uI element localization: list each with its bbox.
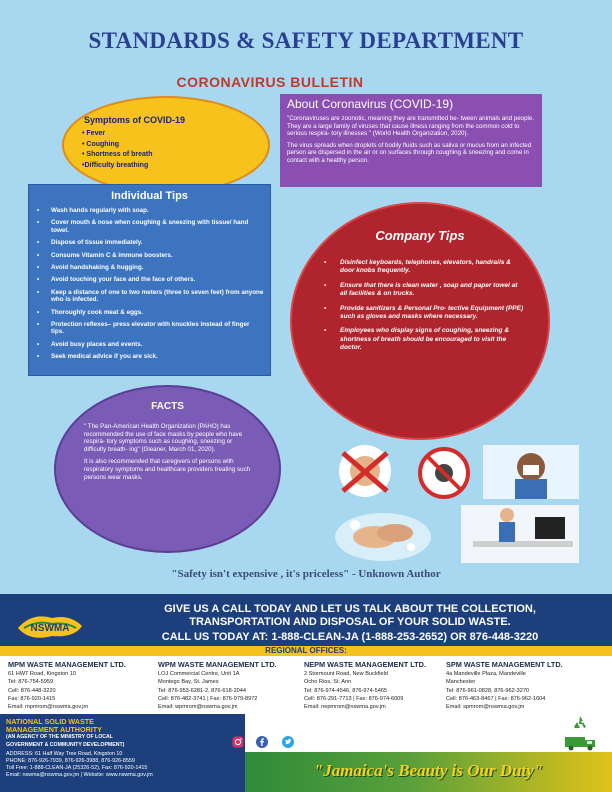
individual-tip-item: • Wash hands regularly with soap. (37, 207, 264, 214)
individual-tip-item: • Protection reflexes– press elevator with knuckles instead of finger tips. (37, 321, 264, 336)
nswma-address: ADDRESS: 61 Half Way Tree Road, Kingston 10 (6, 750, 123, 757)
individual-tips-heading: Individual Tips (111, 190, 188, 202)
about-heading: About Coronavirus (COVID-19) (287, 97, 454, 111)
symptom-item: •Difficulty breathing (82, 161, 149, 169)
office-line: 61 HWT Road, Kingston 10 (8, 671, 76, 677)
regional-offices-label: REGIONAL OFFICES: (265, 646, 347, 655)
office-line: Cell: 876-463-8467 | Fax: 876-962-1604 (446, 695, 546, 702)
individual-tip-item: • Thoroughly cook meat & eggs. (37, 309, 264, 316)
nswma-agency: GOVERNMENT & COMMUNITY DEVELOPMENT) (6, 742, 125, 749)
office-nepm (304, 660, 426, 711)
footer-slogan-area (245, 714, 612, 792)
regional-offices-bar (0, 646, 612, 656)
office-line: Cell: 876-482-3741 | Fax: 876-979-8972 (158, 695, 258, 702)
office-line: Tel: 876-974-4546, 876-974-5465 (304, 687, 388, 694)
office-line: Manchester (446, 679, 476, 686)
no-touching-face-illustration (339, 445, 391, 497)
office-line: Fax: 876-920-1415 (8, 695, 56, 702)
nswma-logo-icon (14, 606, 86, 646)
symptom-item: • Coughing (82, 140, 120, 148)
office-disinfecting-illustration (461, 505, 579, 563)
about-paragraph: The virus spreads when droplets of bodily fluids such as saliva or mucus from an infected person are dispersed in the air or on surfaces through coughing & sneezing and come in contact with a healthy person. (287, 141, 532, 164)
nswma-agency: (AN AGENCY OF THE MINISTRY OF LOCAL (6, 734, 113, 740)
twitter-icon[interactable] (282, 736, 294, 748)
office-line: Tel: 876-953-6281-2, 876-618-2044 (158, 687, 247, 694)
office-line: Montego Bay, St. James (158, 679, 219, 686)
office-email: Email: nepmrom@nswma.gov.jm (304, 704, 386, 711)
regional-offices (0, 656, 612, 714)
office-line: LOJ Commercial Centre, Unit 1A (158, 671, 240, 677)
company-tips-ellipse (290, 202, 550, 440)
nswma-contact-block (0, 714, 245, 792)
office-name: SPM WASTE MANAGEMENT LTD. (446, 660, 563, 669)
instagram-icon[interactable] (232, 736, 244, 748)
hand-washing-illustration (335, 513, 431, 561)
facts-ellipse (54, 385, 281, 553)
company-tips-list (324, 259, 524, 359)
facts-paragraph: It is also recommended that caregivers of persons with respiratory symptoms and healthcare providers treating such persons wear masks. (84, 458, 251, 481)
office-mpm (8, 660, 126, 711)
office-line: Cell: 876-291-7713 | Fax: 876-974-6009 (304, 695, 404, 702)
facts-body (84, 423, 254, 486)
facts-heading: FACTS (151, 401, 184, 412)
office-name: NEPM WASTE MANAGEMENT LTD. (304, 660, 426, 669)
individual-tip-item: • Avoid handshaking & hugging. (37, 264, 264, 271)
slogan: "Jamaica's Beauty is Our Duty" (313, 761, 544, 780)
company-tips-heading: Company Tips (375, 228, 465, 243)
nswma-email-website: Email: nswma@nswma.gov.jm | Website: www.nswma.gov.jm (6, 771, 153, 778)
office-spm (446, 660, 563, 711)
office-line: Tel: 876-961-0828, 876-962-3270 (446, 687, 530, 694)
office-email: Email: mpmrom@nswma.gov.jm (8, 704, 89, 711)
banner-line-1: GIVE US A CALL TODAY AND LET US TALK ABOUT THE COLLECTION, (164, 603, 536, 615)
nswma-name: NATIONAL SOLID WASTE (6, 717, 94, 726)
page-title: STANDARDS & SAFETY DEPARTMENT (88, 28, 524, 53)
individual-tip-item: • Avoid touching your face and the face of others. (37, 276, 264, 283)
safety-quote: "Safety isn't expensive , it's priceless" - Unknown Author (171, 568, 441, 580)
company-tip-item: • Employees who display signs of coughing, sneezing & shortness of breath should be encouraged to visit the doctor. (324, 327, 524, 352)
individual-tips-list (29, 207, 270, 361)
symptom-item: • Fever (82, 130, 106, 137)
about-paragraph: "Coronaviruses are zoonotic, meaning they are transmitted be- tween animals and people. They are a large family of viruses that cause illness ranging from the common cold to serious respira- tory illnesses " (World Health Organization, 2020). (287, 115, 535, 138)
banner-phone-cta: CALL US TODAY AT: 1-888-CLEAN-JA (1-888-253-2652) OR 876-448-3220 (161, 631, 539, 643)
bulletin-subtitle: CORONAVIRUS BULLETIN (176, 74, 364, 90)
about-coronavirus-box (280, 94, 542, 187)
facebook-icon[interactable] (256, 736, 268, 748)
company-tip-item: • Ensure that there is clean water , soap and paper towel at all facilities & on trucks. (324, 282, 524, 299)
office-line: Ocho Rios, St. Ann (304, 679, 352, 686)
symptoms-list (82, 129, 153, 171)
nswma-logo-text: NSWMA (30, 623, 70, 634)
company-tip-item: • Disinfect keyboards, telephones, elevators, handrails & door knobs frequently. (324, 259, 524, 276)
company-tip-item: • Provide sanitizers & Personal Pro- tective Equipment (PPE) such as gloves and masks where necessary. (324, 305, 524, 322)
facts-paragraph: " The Pan-American Health Organization (PAHO) has recommended the use of face masks by people who have respira- tory symptoms such as coughing, sneezing or difficulty breath- ing" (Gleaner, March 01, 2020). (84, 423, 243, 453)
sneezing-person-illustration (483, 445, 579, 499)
individual-tip-item: • Dispose of tissue immediately. (37, 239, 264, 246)
prevention-illustrations (335, 445, 579, 563)
individual-tip-item: • Keep a distance of one to two meters (three to seven feet) from anyone who is infected. (37, 289, 264, 304)
office-line: Cell: 876-448-3220 (8, 687, 56, 694)
office-line: 2 Stormount Road, New Buckfield (304, 671, 388, 677)
office-name: MPM WASTE MANAGEMENT LTD. (8, 660, 126, 669)
recycle-icon (571, 714, 589, 732)
individual-tip-item: • Cover mouth & nose when coughing & sneezing with tissue/ hand towel. (37, 219, 264, 234)
office-wpm (158, 660, 277, 711)
nswma-phone: PHONE: 876-926-7939, 876-926-3988, 876-926-8559 (6, 757, 135, 764)
symptoms-heading: Symptoms of COVID-19 (84, 115, 186, 125)
individual-tip-item: • Consume Vitamin C & immune boosters. (37, 252, 264, 259)
office-line: 4a Mandeville Plaza, Mandeville (446, 671, 526, 677)
office-email: Email: wpmrom@nswma.gov.jm (158, 704, 238, 711)
office-line: Tel: 876-754-5959 (8, 679, 54, 686)
banner-line-2: TRANSPORTATION AND DISPOSAL OF YOUR SOLID WASTE. (189, 616, 511, 628)
nswma-tollfree: Toll Free: 1-888-CLEAN-JA (25326-52), Fax: 876-920-1415 (6, 764, 148, 771)
nswma-name: MANAGEMENT AUTHORITY (6, 725, 102, 734)
symptoms-ellipse (62, 96, 270, 194)
individual-tips-box (28, 184, 271, 376)
no-virus-sign-illustration (420, 449, 468, 497)
individual-tip-item: • Seek medical advice if you are sick. (37, 353, 264, 360)
office-name: WPM WASTE MANAGEMENT LTD. (158, 660, 277, 669)
individual-tip-item: • Avoid busy places and events. (37, 341, 264, 348)
symptom-item: • Shortness of breath (82, 151, 153, 158)
office-email: Email: spmrom@nswma.gov.jm (446, 704, 525, 711)
garbage-truck-icon (563, 734, 599, 752)
